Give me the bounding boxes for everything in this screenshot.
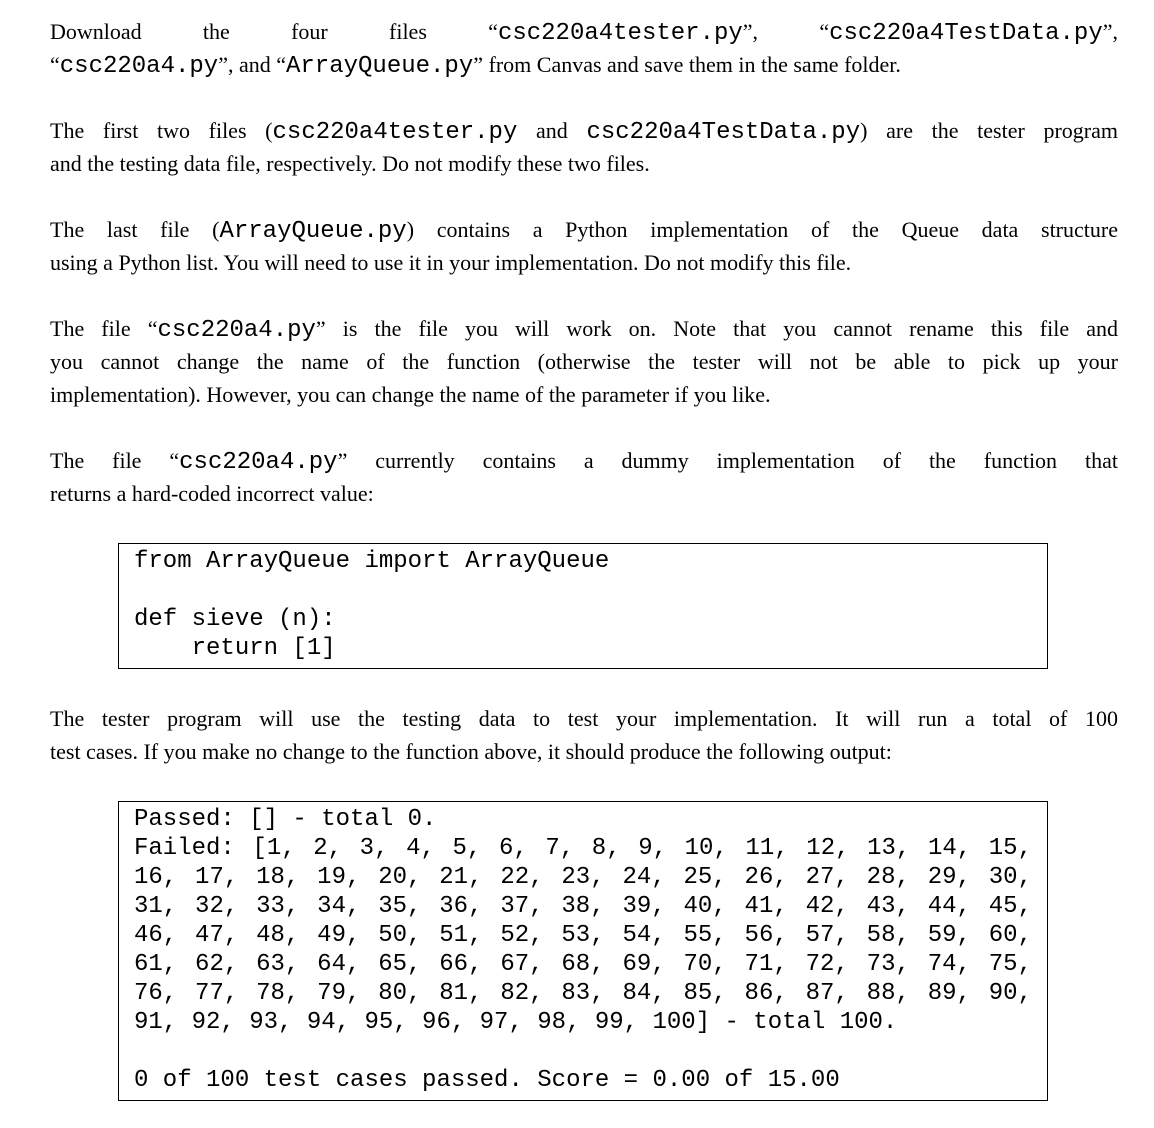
text-run: you cannot change the name of the function (otherwise the tester will not be able to pick up your <box>50 349 1118 374</box>
text-run: “ <box>50 52 60 77</box>
text-run: ) contains a Python implementation of the Queue data structure <box>406 217 1118 242</box>
output-line-blank <box>134 1037 1032 1066</box>
text-line <box>50 312 1118 345</box>
inline-code: csc220a4.py <box>59 53 219 80</box>
code-line-blank <box>134 576 1032 605</box>
output-line: 16, 17, 18, 19, 20, 21, 22, 23, 24, 25, 26, 27, 28, 29, 30, <box>134 864 1032 891</box>
text-run: ”, “ <box>742 19 830 44</box>
code-line: return [1] <box>134 635 336 662</box>
text-run: test cases. If you make no change to the function above, it should produce the following output: <box>50 739 892 764</box>
text-line <box>50 114 1118 147</box>
text-run: The first two files ( <box>50 118 273 143</box>
paragraph-dummy-implementation <box>50 444 1118 510</box>
text-run: implementation). However, you can change the name of the parameter if you like. <box>50 382 771 407</box>
text-line <box>50 345 1118 378</box>
paragraph-tester-files <box>50 114 1118 180</box>
inline-code: csc220a4TestData.py <box>586 119 861 146</box>
output-line: 46, 47, 48, 49, 50, 51, 52, 53, 54, 55, 56, 57, 58, 59, 60, <box>134 922 1032 949</box>
text-run: ”, and “ <box>218 52 286 77</box>
inline-code: ArrayQueue.py <box>219 218 407 245</box>
text-run: ” is the file you will work on. Note that you cannot rename this file and <box>315 316 1118 341</box>
text-line <box>50 735 1118 768</box>
text-line <box>50 213 1118 246</box>
output-line-score: 0 of 100 test cases passed. Score = 0.00 of 15.00 <box>134 1067 840 1094</box>
inline-code: csc220a4tester.py <box>497 20 743 47</box>
paragraph-work-file-rules <box>50 312 1118 411</box>
code-block-tester-output <box>118 801 1048 1101</box>
text-run: The file “ <box>50 316 158 341</box>
text-run: ” currently contains a dummy implementation of the function that <box>337 448 1118 473</box>
text-run: ) are the tester program <box>860 118 1118 143</box>
paragraph-arrayqueue-file <box>50 213 1118 279</box>
text-line <box>50 477 1118 510</box>
text-line <box>50 444 1118 477</box>
text-line <box>50 48 1118 81</box>
code-line: from ArrayQueue import ArrayQueue <box>134 548 610 575</box>
text-line <box>50 378 1118 411</box>
text-run: ”, <box>1102 19 1119 44</box>
inline-code: csc220a4tester.py <box>272 119 518 146</box>
inline-code: csc220a4.py <box>179 449 338 476</box>
output-line-passed: Passed: [] - total 0. <box>134 806 437 833</box>
output-line: 61, 62, 63, 64, 65, 66, 67, 68, 69, 70, 71, 72, 73, 74, 75, <box>134 951 1032 978</box>
text-run: The file “ <box>50 448 180 473</box>
output-line: 76, 77, 78, 79, 80, 81, 82, 83, 84, 85, 86, 87, 88, 89, 90, <box>134 980 1032 1007</box>
text-run: Download the four files “ <box>50 19 498 44</box>
text-run: returns a hard-coded incorrect value: <box>50 481 374 506</box>
text-line <box>50 147 1118 180</box>
text-line <box>50 15 1118 48</box>
text-run: and the testing data file, respectively. Do not modify these two files. <box>50 151 650 176</box>
inline-code: ArrayQueue.py <box>286 53 474 80</box>
inline-code: csc220a4.py <box>157 317 316 344</box>
output-line: 91, 92, 93, 94, 95, 96, 97, 98, 99, 100] - total 100. <box>134 1009 898 1036</box>
code-block-dummy-implementation <box>118 543 1048 669</box>
output-line-failed: Failed: [1, 2, 3, 4, 5, 6, 7, 8, 9, 10, 11, 12, 13, 14, 15, <box>134 835 1032 862</box>
text-run: The tester program will use the testing data to test your implementation. It will run a total of 100 <box>50 706 1118 731</box>
text-run: and <box>517 118 587 143</box>
paragraph-download-instructions <box>50 15 1118 81</box>
text-run: using a Python list. You will need to use it in your implementation. Do not modify this file. <box>50 250 852 275</box>
text-line <box>50 702 1118 735</box>
text-run: The last file ( <box>50 217 220 242</box>
code-line: def sieve (n): <box>134 606 336 633</box>
text-line <box>50 246 1118 279</box>
inline-code: csc220a4TestData.py <box>829 20 1103 47</box>
text-run: ” from Canvas and save them in the same folder. <box>473 52 901 77</box>
paragraph-tester-output-intro <box>50 702 1118 768</box>
output-line: 31, 32, 33, 34, 35, 36, 37, 38, 39, 40, 41, 42, 43, 44, 45, <box>134 893 1032 920</box>
